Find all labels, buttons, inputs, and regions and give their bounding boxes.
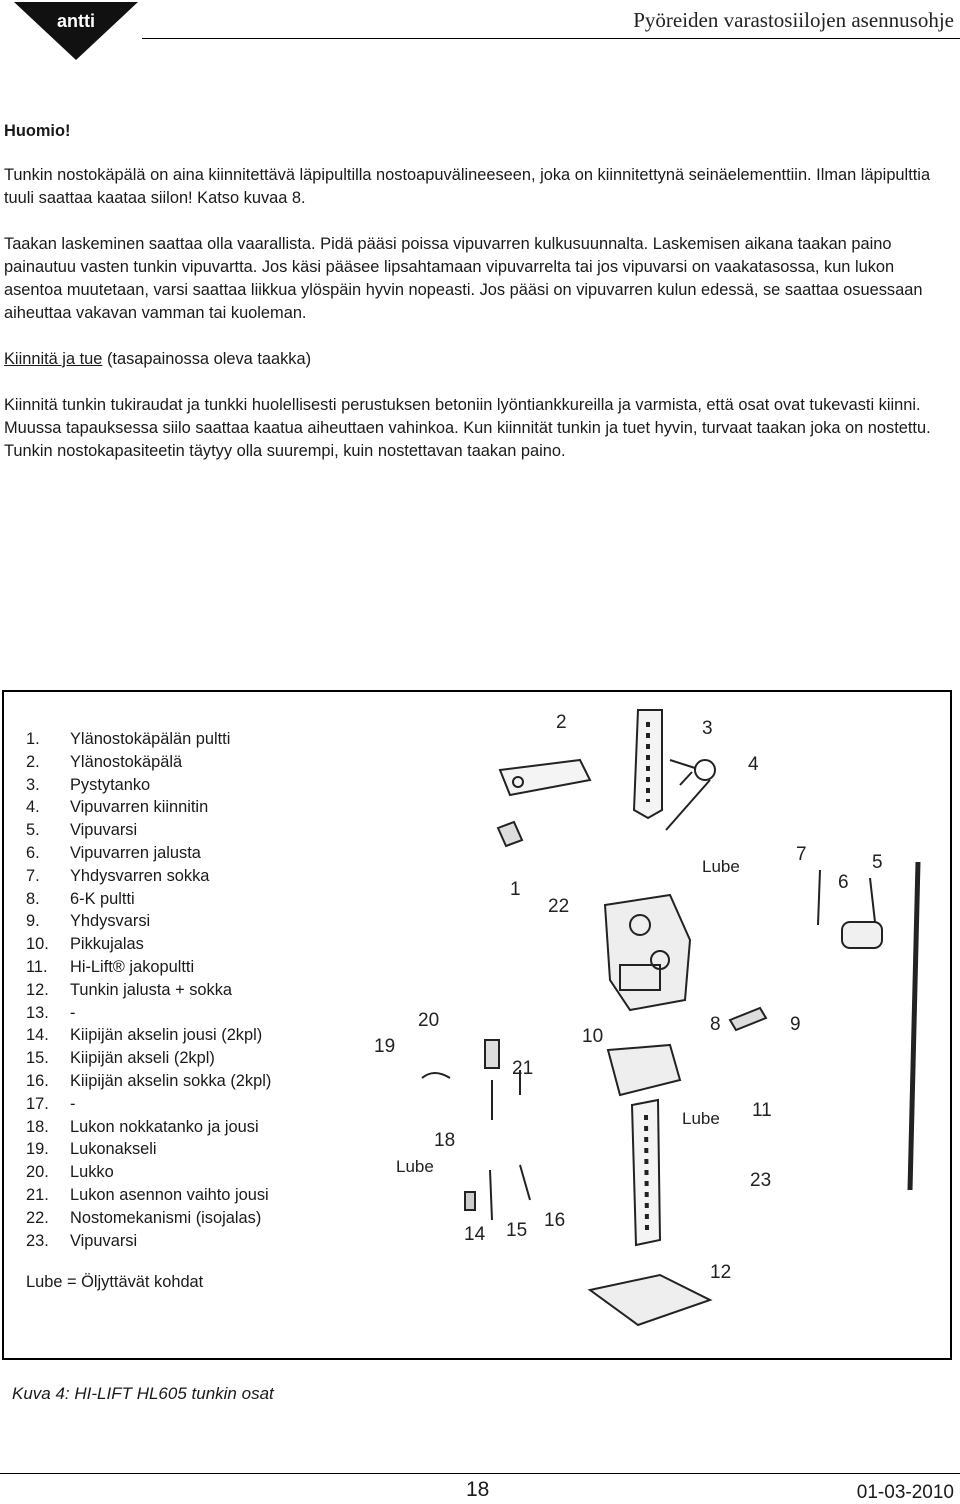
lube-label: Lube (396, 1157, 434, 1176)
latch-pin-drawing (422, 1073, 450, 1078)
callout-number: 8 (710, 1014, 721, 1035)
lube-note: Lube = Öljyttävät kohdat (26, 1273, 204, 1291)
part-number: 13. (26, 1003, 49, 1022)
part-name: Pikkujalas (70, 935, 144, 954)
part-name: Vipuvarsi (70, 1231, 138, 1250)
bolt-8-drawing (730, 1008, 766, 1030)
part-name: Yhdysvarsi (70, 912, 151, 931)
parts-list-item (26, 1002, 271, 1025)
parts-list-item (26, 1024, 271, 1047)
part-number: 18. (26, 1117, 49, 1136)
part-number: 15. (26, 1049, 49, 1068)
parts-list-item (26, 865, 271, 888)
notice-paragraph-1: Tunkin nostokäpälä on aina kiinnitettävä läpipultilla nostoapuvälineeseen, joka on kiinnitettynä seinäelementtiin. Ilman läpipulttia tuuli saattaa kaataa siilon! Katso kuvaa 8. (4, 166, 931, 207)
small-runner-drawing (608, 1045, 680, 1095)
notice-paragraph-4: Kiinnitä tunkin tukiraudat ja tunkki huolellisesti perustuksen betoniin lyöntiankkureilla ja varmista, että osat ovat tukevasti kiinni. Muussa tapauksessa siilo saattaa kaatua aiheuttaen vahinkoa. Kun kiinnität tunkin ja tuet hyvin, turvaat taakan joka on nostettu. Tunkin nostokapasiteetin täytyy olla suurempi, kuin nostettavan taakan paino. (4, 396, 931, 460)
part-number: 1. (26, 730, 40, 748)
callout-number: 23 (750, 1170, 772, 1191)
parts-list-item (26, 1138, 271, 1161)
jack-exploded-diagram (370, 700, 930, 1350)
callout-number: 12 (710, 1262, 732, 1283)
climbing-pin-drawing (465, 1192, 475, 1210)
parts-list-item (26, 1161, 271, 1184)
document-title: Pyöreiden varastosiilojen asennusohje (633, 8, 954, 32)
part-name: Kiipijän akselin jousi (2kpl) (70, 1026, 263, 1045)
top-clamp-drawing (500, 760, 590, 795)
callout-number: 5 (872, 852, 883, 873)
footer-divider (0, 1473, 960, 1474)
part-number: 4. (26, 798, 40, 817)
handle-socket-drawing (842, 922, 882, 948)
part-number: 16. (26, 1071, 49, 1090)
notice-paragraph-3 (4, 348, 944, 371)
figure-caption: Kuva 4: HI-LIFT HL605 tunkin osat (12, 1384, 274, 1403)
part-number: 14. (26, 1026, 49, 1045)
parts-list-item (26, 888, 271, 911)
callout-number: 16 (544, 1210, 566, 1231)
part-number: 6. (26, 843, 40, 862)
part-number: 8. (26, 889, 40, 908)
part-name: - (70, 1094, 76, 1113)
callout-number: 3 (702, 718, 713, 739)
callout-number: 14 (464, 1224, 486, 1245)
document-date: 01-03-2010 (856, 1482, 954, 1503)
part-name: Lukko (70, 1163, 114, 1182)
parts-list (26, 728, 271, 1252)
handle-drawing (910, 862, 918, 1190)
callout-number: 20 (418, 1010, 440, 1031)
parts-list-item (26, 979, 271, 1002)
part-name: Ylänostokäpälän pultti (70, 730, 231, 748)
header-divider (142, 38, 960, 39)
parts-list-item (26, 1093, 271, 1116)
lube-label: Lube (682, 1109, 720, 1128)
part-name: Lukonakseli (70, 1140, 157, 1159)
part-name: Tunkin jalusta + sokka (70, 980, 233, 999)
callout-number: 7 (796, 844, 807, 865)
part-name: Yhdysvarren sokka (70, 866, 210, 885)
part-number: 12. (26, 980, 49, 999)
part-number: 7. (26, 866, 40, 885)
page-number: 18 (466, 1478, 490, 1501)
part-name: Kiipijän akselin sokka (2kpl) (70, 1071, 272, 1090)
callout-number: 4 (748, 754, 759, 775)
part-name: Pystytanko (70, 775, 151, 794)
callout-number: 6 (838, 872, 849, 893)
parts-list-item (26, 774, 271, 797)
part-number: 3. (26, 775, 40, 794)
parts-list-item (26, 728, 271, 751)
part-name: Kiipijän akseli (2kpl) (70, 1049, 215, 1068)
parts-list-item (26, 956, 271, 979)
parts-list-item (26, 1070, 271, 1093)
climbing-mechanism-drawing (605, 895, 690, 1010)
callout-number: 21 (512, 1058, 534, 1079)
parts-list-item (26, 933, 271, 956)
part-number: 11. (26, 957, 48, 976)
secure-heading-suffix: (tasapainossa oleva taakka) (102, 350, 312, 368)
notice-paragraph-2: Taakan laskeminen saattaa olla vaarallista. Pidä pääsi poissa vipuvarren kulkusuunnalta. Laskemisen aikana taakan paino painautuu vasten tunkin vipuvartta. Jos käsi pääsee lipsahtamaan vipuvarrelta tai jos vipuvarsi on vaakatasossa, kun lukon asentoa muutetaan, varsi saattaa liikkua ylöspäin hyvin nopeasti. Jos pääsi on vipuvarren kulun edessä, se saattaa osuessaan aiheuttaa vakavan vamman tai kuoleman. (4, 235, 923, 322)
callout-number: 10 (582, 1026, 604, 1047)
parts-list-item (26, 910, 271, 933)
part-name: Nostomekanismi (isojalas) (70, 1208, 262, 1227)
callout-number: 19 (374, 1036, 396, 1057)
part-number: 2. (26, 752, 40, 771)
callout-number: 2 (556, 712, 567, 733)
part-number: 19. (26, 1140, 49, 1159)
part-name: 6-K pultti (70, 889, 135, 908)
base-plate-drawing (590, 1275, 710, 1325)
antti-logo (14, 0, 138, 62)
callout-number: 1 (510, 879, 521, 900)
lube-label: Lube (702, 857, 740, 876)
notice-title: Huomio! (4, 122, 71, 140)
part-name: Vipuvarren kiinnitin (70, 798, 209, 817)
parts-list-item (26, 819, 271, 842)
bolt-drawing (498, 822, 522, 846)
callout-number: 9 (790, 1014, 801, 1035)
parts-list-item (26, 796, 271, 819)
part-name: Vipuvarren jalusta (70, 843, 201, 862)
part-number: 20. (26, 1163, 49, 1182)
part-name: Ylänostokäpälä (70, 752, 183, 771)
callout-number: 18 (434, 1130, 456, 1151)
part-name: Vipuvarsi (70, 821, 138, 840)
part-number: 23. (26, 1231, 49, 1250)
part-number: 22. (26, 1208, 49, 1227)
parts-list-item (26, 751, 271, 774)
parts-list-item (26, 1230, 271, 1253)
callout-number: 11 (752, 1100, 772, 1121)
callout-number: 15 (506, 1220, 528, 1241)
parts-list-item (26, 1207, 271, 1230)
part-number: 9. (26, 912, 40, 931)
parts-list-item (26, 1116, 271, 1139)
fastener-drawing (695, 760, 715, 780)
part-name: Hi-Lift® jakopultti (70, 957, 195, 976)
part-number: 17. (26, 1094, 49, 1113)
part-number: 21. (26, 1185, 49, 1204)
part-name: Lukon asennon vaihto jousi (70, 1185, 269, 1204)
parts-list-item (26, 1184, 271, 1207)
part-name: Lukon nokkatanko ja jousi (70, 1117, 259, 1136)
parts-list-item (26, 842, 271, 865)
parts-list-item (26, 1047, 271, 1070)
latch-drawing (485, 1040, 499, 1068)
callout-number: 22 (548, 896, 570, 917)
part-name: - (70, 1003, 76, 1022)
part-number: 10. (26, 935, 49, 954)
svg-text:antti: antti (57, 11, 95, 31)
secure-heading: Kiinnitä ja tue (4, 350, 103, 368)
part-number: 5. (26, 821, 40, 840)
